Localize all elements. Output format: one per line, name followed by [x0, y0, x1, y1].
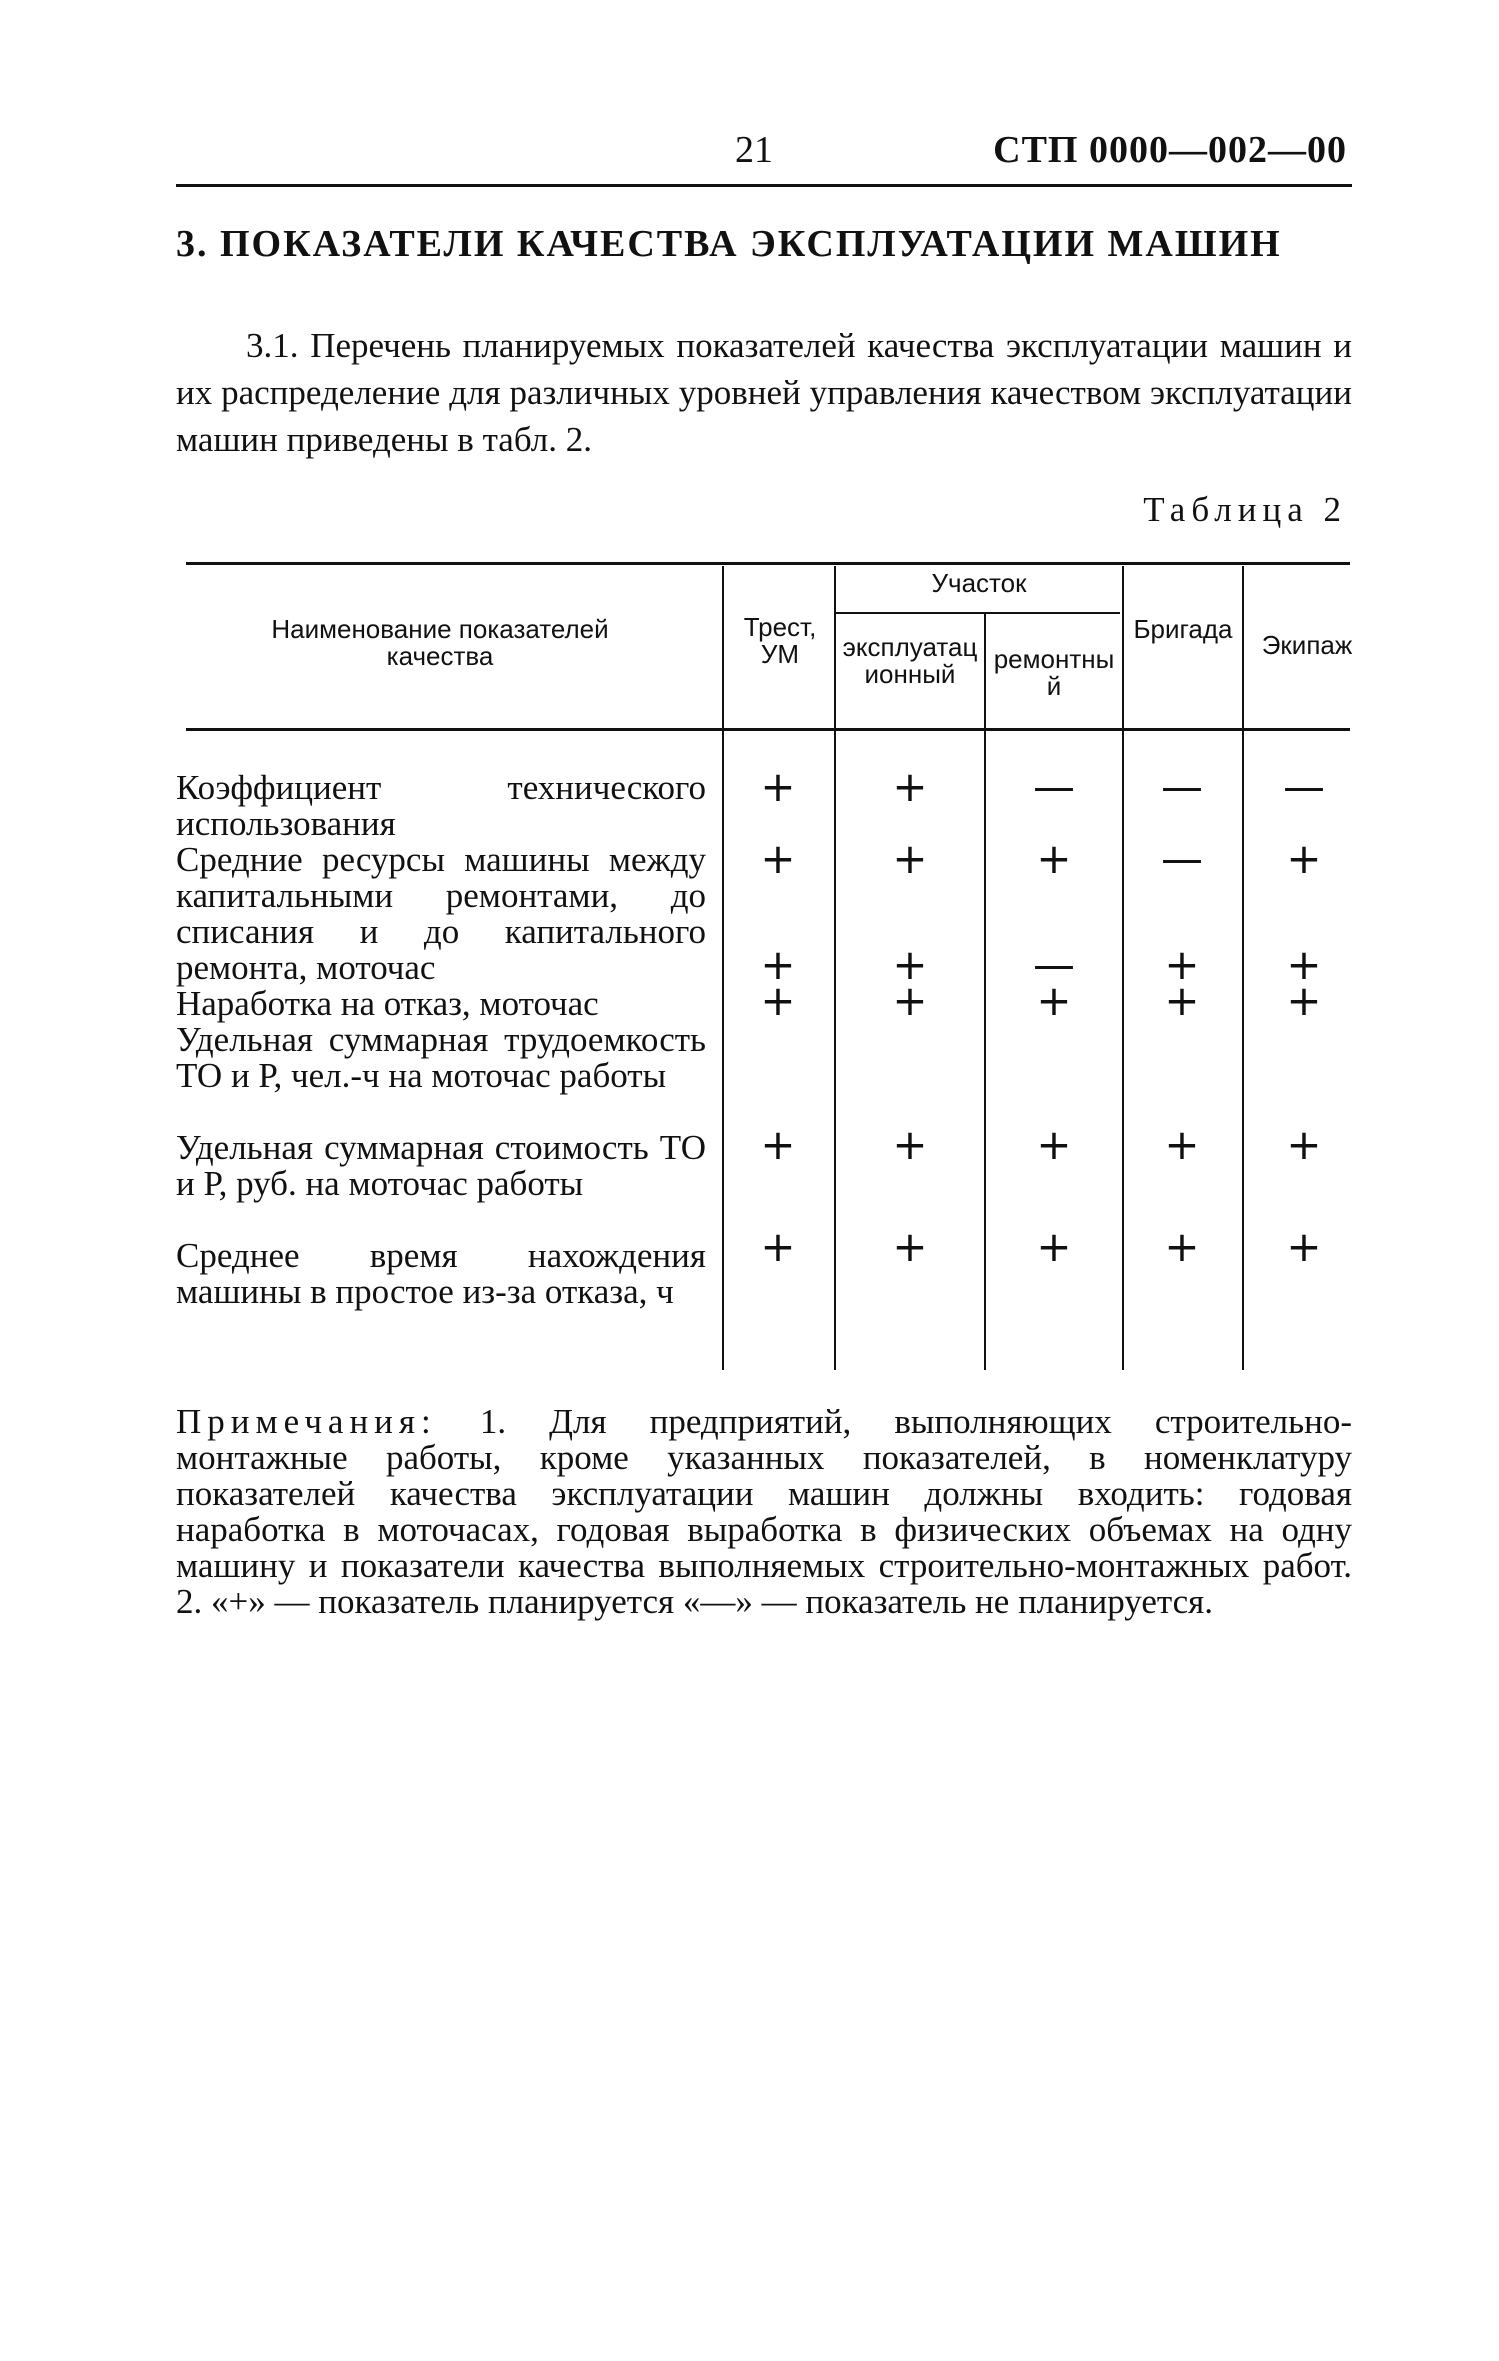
mark-r1-operational: + [892, 762, 928, 811]
mark-r5-repair: + [1036, 1120, 1072, 1169]
mark-r3-repair: — [1033, 940, 1075, 989]
table-header-bottom-rule [186, 728, 1350, 731]
header-section-group: Участок [931, 568, 1027, 598]
mark-r2-repair: + [1036, 834, 1072, 883]
header-section-operational: эксплуатационный [842, 632, 978, 689]
header-crew: Экипаж [1261, 630, 1353, 660]
mark-r5-trust: + [760, 1120, 796, 1169]
mark-r4-crew: + [1286, 976, 1322, 1025]
notes-label: Примечания: [176, 1402, 437, 1441]
table-caption: Таблица 2 [1143, 490, 1347, 529]
mark-r6-crew: + [1286, 1222, 1322, 1271]
table-subheader-rule [836, 612, 1120, 614]
mark-r5-crew: + [1286, 1120, 1322, 1169]
notes-text: 1. Для предприятий, выполняющих строительно-монтажные работы, кроме указанных показателей, в номенклатуру показателей качества эксплуатации машин должны входить: годовая наработка в моточасах, годовая выработка в физических объемах на одну машину и показатели качества выполняемых строительно-монтажных работ. 2. «+» — показатель планируется «—» — показатель не планируется. [176, 1402, 1352, 1621]
row-name-5: Удельная суммарная стоимость ТО и Р, руб. на моточас работы [176, 1128, 706, 1203]
mark-r6-repair: + [1036, 1222, 1072, 1271]
mark-r5-brigade: + [1164, 1120, 1200, 1169]
table-column-rule-3 [984, 614, 986, 1370]
mark-r2-crew: + [1286, 834, 1322, 883]
mark-r3-trust: + [760, 940, 796, 989]
mark-r1-repair: — [1033, 762, 1075, 811]
mark-r6-trust: + [760, 1222, 796, 1271]
document-code: СТП 0000—002—00 [993, 129, 1347, 171]
header-section-repair: ремонтный [993, 644, 1115, 701]
mark-r3-crew: + [1286, 940, 1322, 989]
section-title: 3. ПОКАЗАТЕЛИ КАЧЕСТВА ЭКСПЛУАТАЦИИ МАШИН [176, 223, 1282, 265]
mark-r1-trust: + [760, 762, 796, 811]
mark-r6-operational: + [892, 1222, 928, 1271]
mark-r6-brigade: + [1164, 1222, 1200, 1271]
row-name-2: Средние ресурсы машины между капитальными ремонтами, до списания и до капитального ремонта, моточас [176, 840, 706, 987]
notes-block [176, 1404, 1352, 1620]
intro-paragraph-text: 3.1. Перечень планируемых показателей качества эксплуатации машин и их распределение для различных уровней управления качеством эксплуатации машин приведены в табл. 2. [176, 326, 1352, 459]
mark-r4-trust: + [760, 976, 796, 1025]
notes-paragraph [176, 1404, 1352, 1620]
table-column-rule-4 [1122, 566, 1124, 1370]
mark-r2-operational: + [892, 834, 928, 883]
mark-r4-operational: + [892, 976, 928, 1025]
intro-paragraph [176, 322, 1352, 463]
header-trust: Трест, УМ [743, 612, 817, 669]
mark-r4-repair: + [1036, 976, 1072, 1025]
table-column-rule-2 [834, 566, 836, 1370]
row-name-1: Коэффициент технического использования [176, 768, 706, 843]
mark-r3-brigade: + [1164, 940, 1200, 989]
header-rule [176, 184, 1352, 187]
mark-r5-operational: + [892, 1120, 928, 1169]
mark-r4-brigade: + [1164, 976, 1200, 1025]
table-top-rule [186, 562, 1350, 565]
header-indicator-name: Наименование показателей качества [271, 614, 609, 671]
mark-r2-brigade: — [1161, 834, 1203, 883]
table-column-rule-5 [1242, 566, 1244, 1370]
mark-r1-crew: — [1283, 762, 1325, 811]
row-name-6: Среднее время нахождения машины в простое из-за отказа, ч [176, 1236, 706, 1311]
page-number: 21 [735, 129, 773, 171]
table-column-rule-1 [722, 566, 724, 1370]
header-brigade: Бригада [1133, 614, 1233, 644]
mark-r1-brigade: — [1161, 762, 1203, 811]
row-name-3: Наработка на отказ, моточас [176, 984, 599, 1023]
row-name-4: Удельная суммарная трудоемкость ТО и Р, чел.-ч на моточас работы [176, 1020, 706, 1095]
mark-r3-operational: + [892, 940, 928, 989]
mark-r2-trust: + [760, 834, 796, 883]
